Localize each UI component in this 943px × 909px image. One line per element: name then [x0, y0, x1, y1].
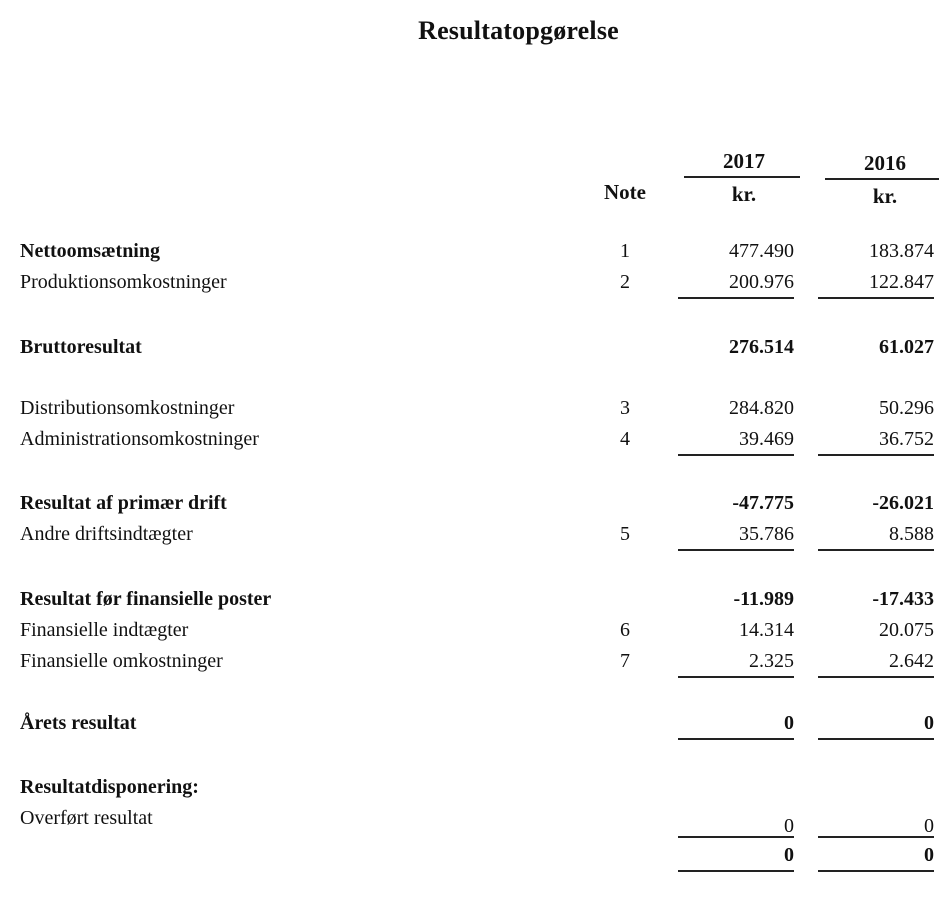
row-resultat-primaer-drift: [0, 492, 943, 522]
row-note: 1: [620, 240, 630, 262]
value-2016: 50.296: [879, 397, 934, 419]
row-disponering-total: [0, 844, 943, 874]
row-label: Årets resultat: [20, 712, 137, 734]
value-2016: 0: [818, 844, 934, 872]
unit-2016-header: kr.: [872, 184, 898, 208]
row-produktionsomkostninger: [0, 271, 943, 301]
row-andre-driftsindtaegter: [0, 523, 943, 553]
year-2017-rule: [684, 176, 800, 178]
value-2016: 183.874: [869, 240, 934, 262]
row-label: Finansielle indtægter: [20, 619, 189, 641]
value-2016: 61.027: [879, 336, 934, 358]
value-2016: 0: [924, 815, 934, 837]
value-2016: -17.433: [872, 588, 934, 610]
value-2016: -26.021: [872, 492, 934, 514]
row-nettoomsaetning: [0, 240, 943, 270]
year-2016-rule: [825, 178, 939, 180]
row-resultat-foer-finansielle-poster: [0, 588, 943, 618]
value-2016: 122.847: [818, 271, 934, 299]
value-2017: -11.989: [733, 588, 794, 610]
row-label: Andre driftsindtægter: [20, 523, 193, 545]
value-2017: 39.469: [678, 428, 794, 456]
row-bruttoresultat: [0, 336, 943, 366]
row-administrationsomkostninger: [0, 428, 943, 458]
year-2017-header: 2017: [723, 149, 765, 173]
row-label: Finansielle omkostninger: [20, 650, 223, 672]
row-label: Resultat af primær drift: [20, 492, 227, 514]
row-label: Distributionsomkostninger: [20, 397, 235, 419]
total-rule-2017: [678, 836, 794, 838]
row-finansielle-indtaegter: [0, 619, 943, 649]
value-2017: 477.490: [729, 240, 794, 262]
row-label: Produktionsomkostninger: [20, 271, 227, 293]
value-2016: 20.075: [879, 619, 934, 641]
row-distributionsomkostninger: [0, 397, 943, 427]
value-2017: 276.514: [729, 336, 794, 358]
row-note: 2: [620, 271, 630, 293]
value-2016: 8.588: [818, 523, 934, 551]
value-2017: -47.775: [732, 492, 794, 514]
row-label: Resultat før finansielle poster: [20, 588, 272, 610]
value-2016: 0: [818, 712, 934, 740]
row-note: 4: [620, 428, 630, 450]
row-aarets-resultat: [0, 712, 943, 742]
row-label: Bruttoresultat: [20, 336, 142, 358]
value-2017: 0: [678, 712, 794, 740]
value-2016: 36.752: [818, 428, 934, 456]
row-resultatdisponering: [0, 776, 943, 806]
row-label: Overført resultat: [20, 807, 153, 829]
row-note: 5: [620, 523, 630, 545]
row-overfoert-resultat: [0, 807, 943, 837]
row-note: 6: [620, 619, 630, 641]
note-column-header: Note: [604, 180, 646, 204]
row-label: Administrationsomkostninger: [20, 428, 259, 450]
value-2017: 200.976: [678, 271, 794, 299]
row-finansielle-omkostninger: [0, 650, 943, 680]
row-note: 7: [620, 650, 630, 672]
row-note: 3: [620, 397, 630, 419]
value-2017: 14.314: [739, 619, 794, 641]
unit-2017-header: kr.: [731, 182, 757, 206]
value-2017: 2.325: [678, 650, 794, 678]
row-label: Nettoomsætning: [20, 240, 160, 262]
value-2016: 2.642: [818, 650, 934, 678]
value-2017: 35.786: [678, 523, 794, 551]
year-2016-header: 2016: [864, 151, 906, 175]
row-label: Resultatdisponering:: [20, 776, 199, 798]
value-2017: 0: [678, 844, 794, 872]
document-title: Resultatopgørelse: [418, 16, 619, 45]
value-2017: 0: [784, 815, 794, 837]
total-rule-2016: [818, 836, 934, 838]
value-2017: 284.820: [729, 397, 794, 419]
